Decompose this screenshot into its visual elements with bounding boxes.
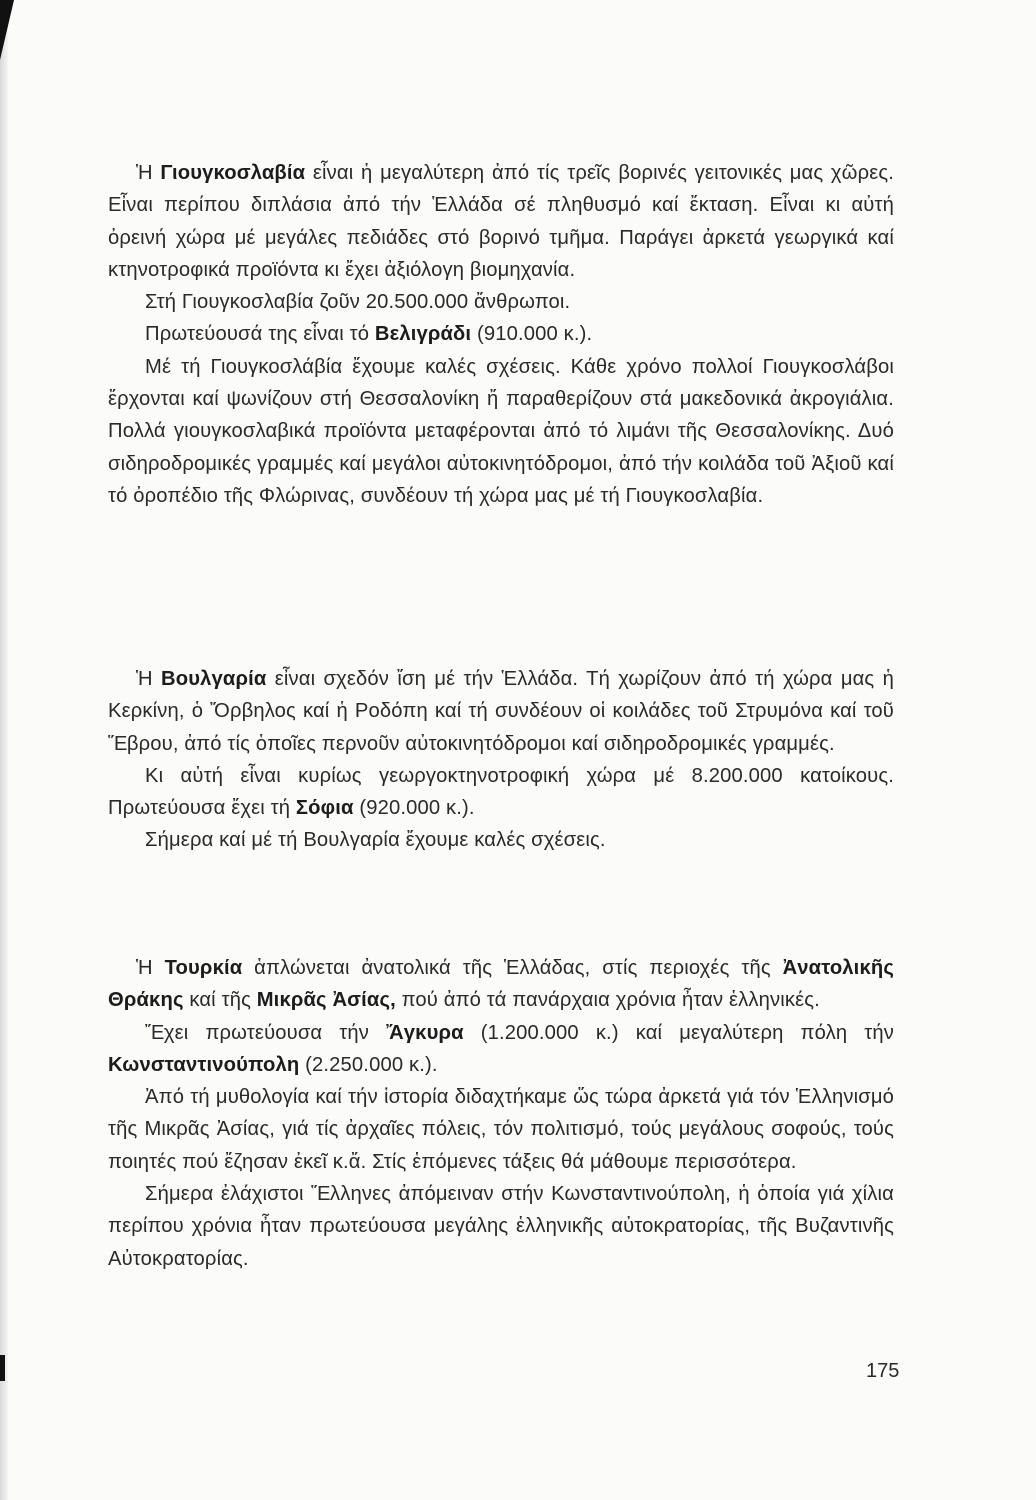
section-yugoslavia xyxy=(108,157,894,512)
region-eastern-thrace: Ἀνατολικῆς Θράκης xyxy=(108,957,894,1012)
page-edge xyxy=(0,0,8,1500)
scan-corner-mark xyxy=(0,0,14,60)
capital-sofia: Σόφια xyxy=(295,797,354,820)
city-constantinople: Κωνσταντινούπολη xyxy=(108,1053,300,1076)
country-name-yugoslavia: Γιουγκοσλαβία xyxy=(160,162,306,184)
paragraph: Κι αὐτή εἶναι κυρίως γεωργοκτηνοτροφική χώρα μέ 8.200.000 κατοίκους. Πρωτεύουσα ἔχει τή Σόφια (920.000 κ.). xyxy=(108,764,894,820)
capital-belgrade: Βελιγράδι xyxy=(374,323,472,346)
paragraph: Ἡ Γιουγκοσλαβία εἶναι ἡ μεγαλύτερη ἀπό τίς τρεῖς βορινές γειτονικές μας χῶρες. Εἶναι περίπου διπλάσια ἀπό τήν Ἑλλάδα σέ πληθυσμό καί ἔκταση. Εἶναι κι αὐτή ὀρεινή χώρα μέ μεγάλες πεδιάδες στό βορινό τμῆμα. Παράγει ἀρκετά γεωργικά καί κτηνοτροφικά προϊόντα κι ἔχει ἀξιόλογη βιομηχανία. xyxy=(108,162,894,281)
paragraph: Ἔχει πρωτεύουσα τήν Ἄγκυρα (1.200.000 κ.) καί μεγαλύτερη πόλη τήν Κωνσταντινούπολη (2.250.000 κ.). xyxy=(108,1021,894,1076)
paragraph: Σήμερα καί μέ τή Βουλγαρία ἔχουμε καλές σχέσεις. xyxy=(145,829,606,852)
paragraph: Ἡ Τουρκία ἁπλώνεται ἀνατολικά τῆς Ἑλλάδας, στίς περιοχές τῆς Ἀνατολικῆς Θράκης καί τῆς Μικρᾶς Ἀσίας, πού ἀπό τά πανάρχαια χρόνια ἦταν ἑλληνικές. xyxy=(108,957,894,1012)
country-name-turkey: Τουρκία xyxy=(164,957,243,979)
paragraph: Στή Γιουγκοσλαβία ζοῦν 20.500.000 ἄνθρωποι. xyxy=(145,291,571,314)
paragraph: Ἀπό τή μυθολογία καί τήν ἱστορία διδαχτήκαμε ὥς τώρα ἀρκετά γιά τόν Ἑλληνισμό τῆς Μικρᾶς Ἀσίας, γιά τίς ἀρχαῖες πόλεις, τόν πολιτισμό, τούς μεγάλους σοφούς, τούς ποιητές πού ἔζησαν ἐκεῖ κ.ἄ. Στίς ἑπόμενες τάξεις θά μάθουμε περισσότερα. xyxy=(108,1086,894,1173)
capital-ankara: Ἄγκυρα xyxy=(386,1021,464,1044)
section-bulgaria xyxy=(108,663,894,857)
scan-edge-mark xyxy=(0,1355,5,1381)
paragraph: Μέ τή Γιουγκοσλάβία ἔχουμε καλές σχέσεις. Κάθε χρόνο πολλοί Γιουγκοσλάβοι ἔρχονται καί ψωνίζουν στή Θεσσαλονίκη ἤ παραθερίζουν στά μακεδονικά ἀκρογιάλια. Πολλά γιουγκοσλαβικά προϊόντα μεταφέρονται ἀπό τό λιμάνι τῆς Θεσσαλονίκης. Δυό σιδηροδρομικές γραμμές καί μεγάλοι αὐτοκινητόδρομοι, ἀπό τήν κοιλάδα τοῦ Ἀξιοῦ καί τό ὀροπέδιο τῆς Φλώρινας, συνδέουν τή χώρα μας μέ τή Γιουγκοσλαβία. xyxy=(108,355,894,507)
paragraph: Ἡ Βουλγαρία εἶναι σχεδόν ἴση μέ τήν Ἑλλάδα. Τή χωρίζουν ἀπό τή χώρα μας ἡ Κερκίνη, ὁ Ὄρβηλος καί ἡ Ροδόπη καί τή συνδέουν οἱ κοιλάδες τοῦ Στρυμόνα καί τοῦ Ἕβρου, ἀπό τίς ὁποῖες περνοῦν αὐτοκινητόδρομοι καί σιδηροδρομικές γραμμές. xyxy=(108,668,895,755)
page-number: 175 xyxy=(866,1360,900,1382)
country-name-bulgaria: Βουλγαρία xyxy=(161,668,267,690)
paragraph: Σήμερα ἐλάχιστοι Ἕλληνες ἀπόμειναν στήν Κωνσταντινούπολη, ἡ ὁποία γιά χίλια περίπου χρόνια ἦταν πρωτεύουσα μεγάλης ἑλληνικῆς αὐτοκρατορίας, τῆς Βυζαντινῆς Αὐτοκρατορίας. xyxy=(108,1183,894,1270)
paragraph: Πρωτεύουσά της εἶναι τό Βελιγράδι (910.000 κ.). xyxy=(145,323,593,346)
section-turkey xyxy=(108,952,894,1275)
region-asia-minor: Μικρᾶς Ἀσίας, xyxy=(256,989,396,1012)
